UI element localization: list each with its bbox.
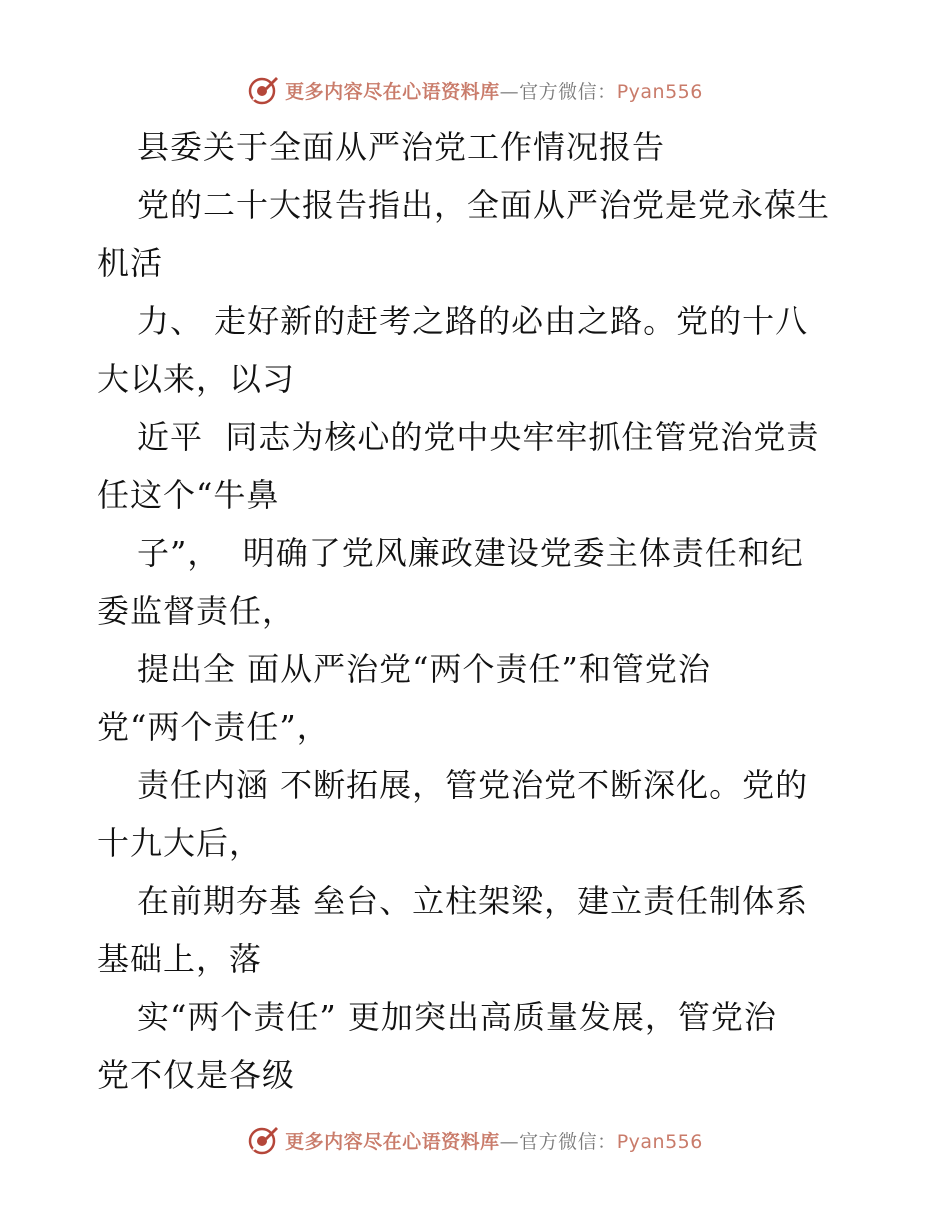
header-banner (0, 70, 950, 110)
footer-banner (0, 1120, 950, 1160)
paragraph-line: 党“两个责任”， (97, 708, 330, 746)
footer-text (285, 1127, 703, 1154)
header-text (285, 77, 703, 104)
paragraph-line: 子”， 明确了党风廉政建设党委主体责任和纪 (137, 534, 804, 572)
paragraph-line: 在前期夯基 垒台、立柱架梁，建立责任制体系 (137, 882, 809, 920)
footer-separator: — (499, 1130, 520, 1153)
paragraph-line: 基础上，落 (97, 940, 263, 978)
footer-wechat-label: 官方微信： (519, 1130, 617, 1153)
footer-brand: 更多内容尽在心语资料库 (285, 1130, 500, 1153)
paragraph-line: 提出全 面从严治党“两个责任”和管党治 (137, 650, 711, 688)
pen-logo-icon (247, 1124, 279, 1156)
paragraph-line: 十九大后， (97, 824, 263, 862)
paragraph-line: 党不仅是各级 (97, 1056, 296, 1094)
paragraph-line: 大以来，以习 (97, 360, 296, 398)
header-separator: — (499, 80, 520, 103)
paragraph-line: 力、 走好新的赶考之路的必由之路。党的十八 (137, 302, 809, 340)
header-wechat-label: 官方微信： (519, 80, 617, 103)
paragraph-line: 任这个“牛鼻 (97, 476, 280, 514)
header-brand: 更多内容尽在心语资料库 (285, 80, 500, 103)
paragraph-line: 委监督责任， (97, 592, 296, 630)
paragraph-line: 近平 同志为核心的党中央牢牢抓住管党治党责 (137, 418, 820, 456)
paragraph-line: 党的二十大报告指出，全面从严治党是党永葆生 (137, 186, 831, 224)
footer-wechat-id: Pyan556 (616, 1130, 703, 1153)
pen-logo-icon (247, 74, 279, 106)
document-title: 县委关于全面从严治党工作情况报告 (137, 128, 666, 166)
paragraph-line: 实“两个责任” 更加突出高质量发展，管党治 (137, 998, 777, 1036)
paragraph-line: 责任内涵 不断拓展，管党治党不断深化。党的 (137, 766, 809, 804)
header-wechat-id: Pyan556 (616, 80, 703, 103)
paragraph-line: 机活 (97, 244, 164, 282)
document-body (97, 118, 857, 1104)
